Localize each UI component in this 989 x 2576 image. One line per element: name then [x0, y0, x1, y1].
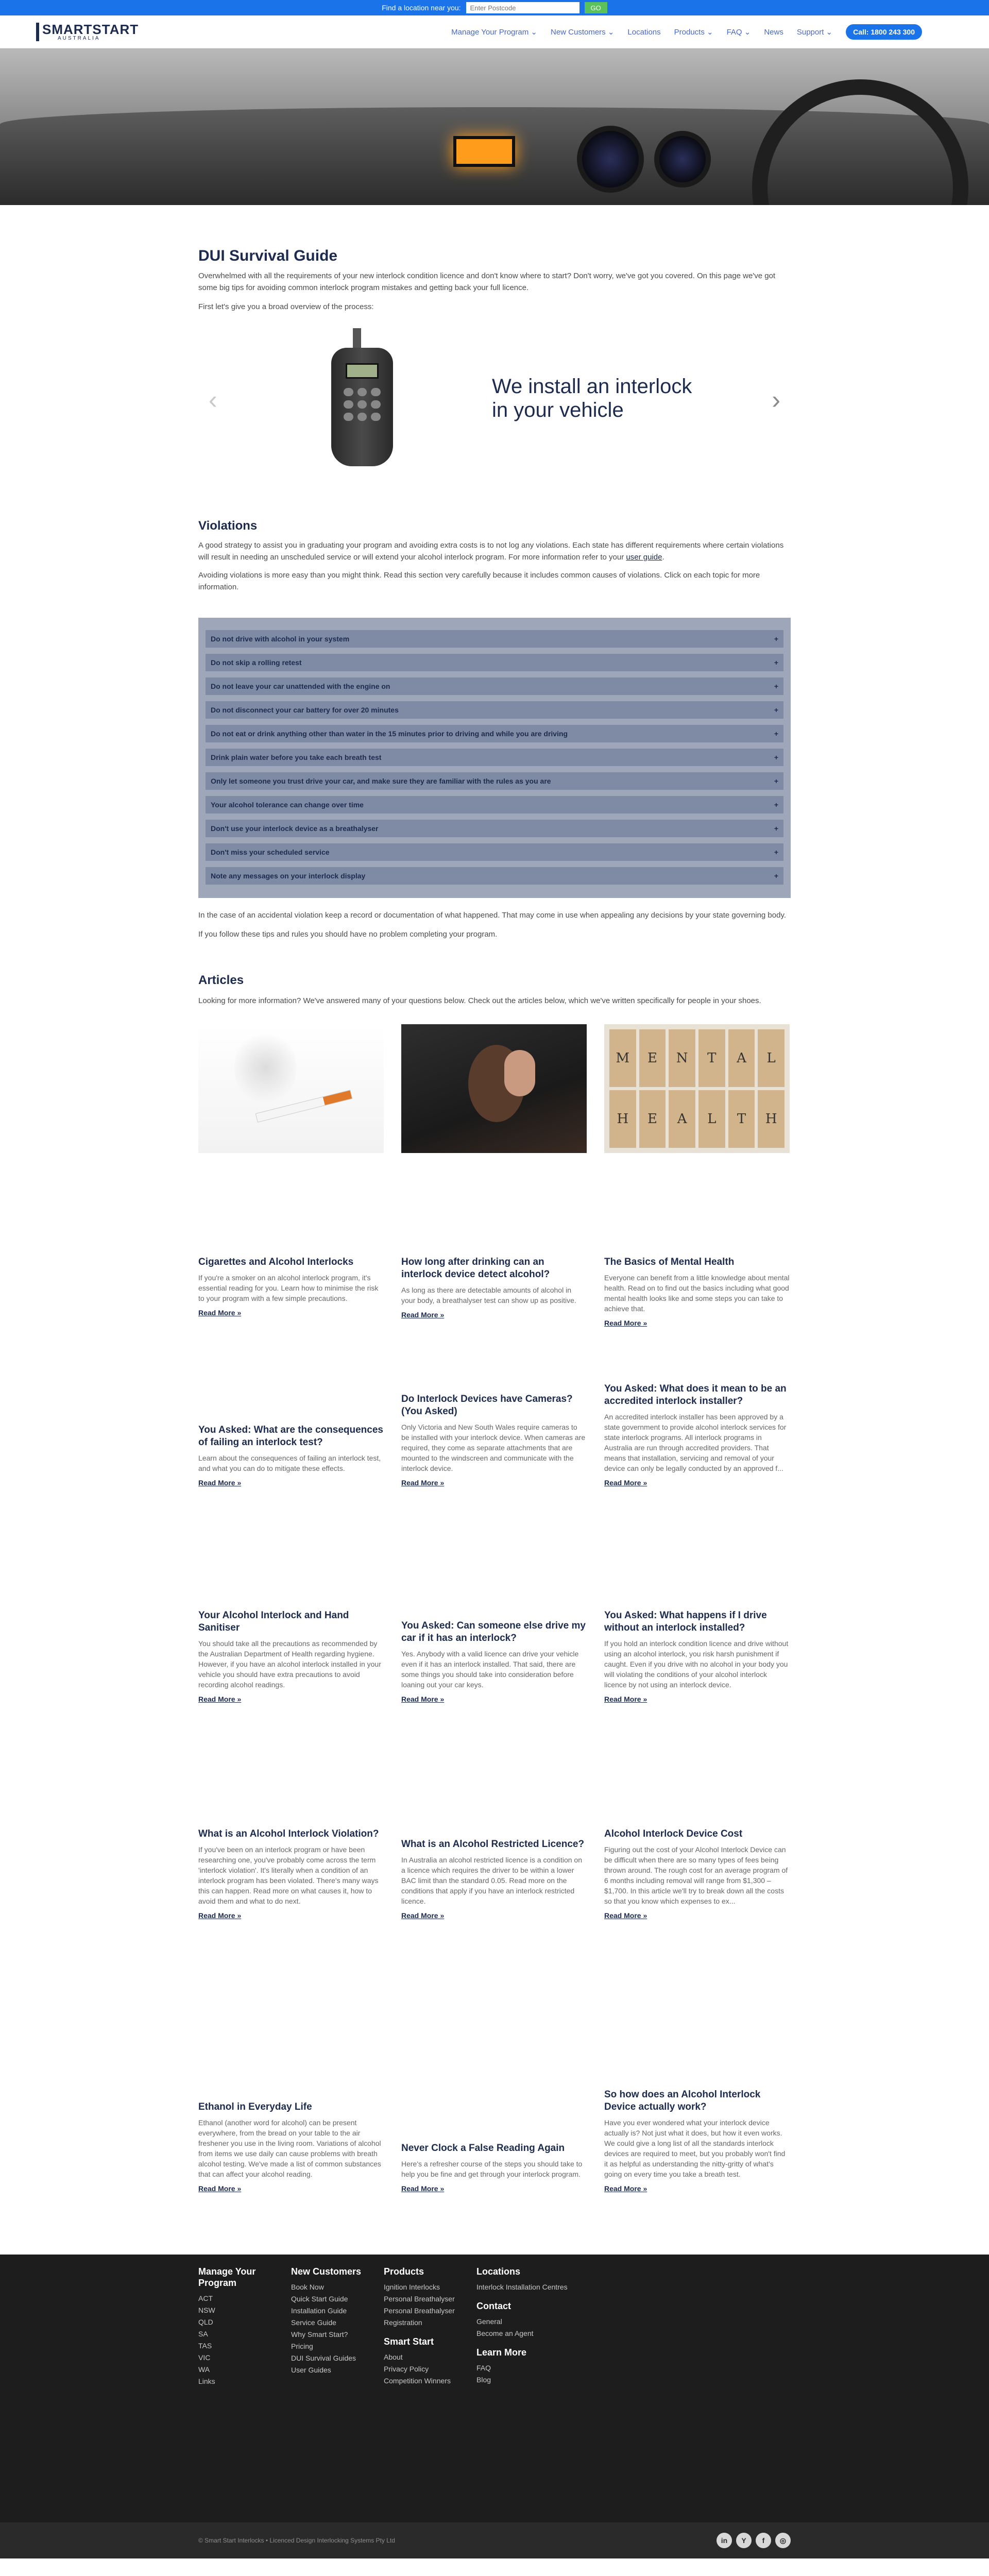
articles-heading: Articles	[198, 973, 244, 987]
nav-manage-your-program[interactable]: Manage Your Program ⌄	[451, 28, 537, 37]
nav-new-customers[interactable]: New Customers ⌄	[550, 28, 615, 37]
read-more-link[interactable]: Read More »	[198, 1479, 242, 1487]
footer-link[interactable]: ACT	[198, 2294, 213, 2302]
letter-block: L	[698, 1090, 725, 1148]
cigarette-image[interactable]	[198, 1024, 384, 1153]
article-card	[401, 1327, 587, 1544]
article-title[interactable]: Do Interlock Devices have Cameras? (You Asked)	[401, 1394, 573, 1417]
accordion-item[interactable]: Note any messages on your interlock display +	[206, 867, 783, 885]
plus-icon: +	[774, 801, 778, 809]
articles-section	[198, 973, 791, 2193]
footer-col-locations	[476, 2266, 569, 2387]
steering-wheel	[752, 79, 968, 205]
read-more-link[interactable]: Read More »	[604, 1911, 647, 1920]
footer-link[interactable]: Why Smart Start?	[291, 2330, 348, 2338]
read-more-link[interactable]: Read More »	[604, 1479, 647, 1487]
plus-icon: +	[774, 706, 778, 714]
letter-block: E	[639, 1029, 666, 1087]
footer-link[interactable]: Quick Start Guide	[291, 2295, 348, 2303]
footer-heading[interactable]: Contact	[476, 2301, 511, 2311]
logo[interactable]	[36, 23, 139, 41]
logo-sub-text: AUSTRALIA	[58, 35, 100, 41]
read-more-link[interactable]: Read More »	[401, 1695, 445, 1703]
footer-heading[interactable]: Manage Your Program	[198, 2266, 256, 2288]
location-finder-bar	[0, 0, 989, 15]
violations-heading: Violations	[198, 519, 258, 533]
footer-link[interactable]: Personal Breathalyser	[384, 2295, 455, 2303]
article-card	[401, 1976, 587, 2193]
violations-section	[198, 519, 791, 940]
accordion-item[interactable]: Do not drive with alcohol in your system +	[206, 630, 783, 648]
read-more-link[interactable]: Read More »	[401, 1311, 445, 1319]
footer-link[interactable]: General	[476, 2317, 502, 2326]
footer-link[interactable]: NSW	[198, 2306, 215, 2314]
article-excerpt: If you hold an interlock condition licence and drive without using an alcohol interlock, you risk harsh punishment if caught. Even if you drive with no alcohol in your body you will violating the conditions of your alcohol interlock licence by not using an interlock device.	[604, 1639, 789, 1689]
articles-lead: Looking for more information? We've answered many of your questions below. Check out the articles below, which we've written specifically for people in your shoes.	[198, 996, 761, 1005]
accordion-item[interactable]: Do not skip a rolling retest +	[206, 654, 783, 671]
footer-heading[interactable]: New Customers	[291, 2266, 362, 2277]
footer-link[interactable]: Become an Agent	[476, 2329, 534, 2337]
article-card	[401, 1760, 587, 1976]
footer-link[interactable]: Installation Guide	[291, 2307, 347, 2315]
nav-news[interactable]: News	[764, 27, 783, 37]
article-card	[198, 1760, 384, 1976]
article-card	[604, 1760, 790, 1976]
footer-col-manage	[198, 2266, 291, 2387]
linkedin-icon[interactable]: in	[717, 2533, 732, 2548]
accordion-item[interactable]: Do not eat or drink anything other than water in the 15 minutes prior to driving and while you are driving +	[206, 725, 783, 742]
letter-block: H	[609, 1090, 636, 1148]
main-nav	[451, 15, 922, 48]
footer-link[interactable]: FAQ	[476, 2364, 491, 2372]
read-more-link[interactable]: Read More »	[198, 1309, 242, 1317]
plus-icon: +	[774, 777, 778, 785]
footer-col-new-customers	[291, 2266, 384, 2387]
footer-link[interactable]: Service Guide	[291, 2318, 336, 2327]
article-card	[198, 1544, 384, 1760]
article-row	[198, 1024, 791, 1327]
intro-paragraph: Overwhelmed with all the requirements of your new interlock condition licence and don't know where to start? Don't worry, we've got you covered. On this page we've got some big tips for avoiding common interlock program mistakes and getting back your full licence.	[198, 272, 776, 292]
article-title[interactable]: Your Alcohol Interlock and Hand Sanitiser	[198, 1610, 349, 1633]
plus-icon: +	[774, 730, 778, 738]
article-excerpt: Yes. Anybody with a valid licence can drive your vehicle even if it has an interlock installed. That said, there are some things you should take into consideration before loaning out your car keys.	[401, 1650, 579, 1689]
article-title[interactable]: You Asked: What does it mean to be an accredited interlock installer?	[604, 1383, 787, 1406]
letter-block: A	[669, 1090, 695, 1148]
overview-lead: First let's give you a broad overview of the process:	[198, 302, 374, 311]
footer-link[interactable]: VIC	[198, 2353, 211, 2362]
copyright-text: © Smart Start Interlocks • Licenced Design Interlocking Systems Pty Ltd	[198, 2537, 395, 2544]
go-button[interactable]: GO	[585, 2, 607, 13]
footer-link[interactable]: Competition Winners	[384, 2377, 451, 2385]
article-excerpt: Learn about the consequences of failing an interlock test, and what you can do to mitigate these effects.	[198, 1454, 381, 1472]
site-footer	[0, 2255, 989, 2558]
article-card	[604, 1544, 790, 1760]
article-excerpt: Figuring out the cost of your Alcohol Interlock Device can be difficult when there are so many types of fees being thrown around. The rough cost for an average program of 6 months including removal will range from $1,300 – $1,700. In this article we'll try to break down all the costs so that you know which expenses to ex...	[604, 1845, 788, 1905]
accordion-item[interactable]: Don't use your interlock device as a breathalyser +	[206, 820, 783, 837]
article-excerpt: As long as there are detectable amounts of alcohol in your body, a breathalyser test can show up as positive.	[401, 1286, 576, 1304]
footer-heading[interactable]: Locations	[476, 2266, 521, 2277]
article-title[interactable]: Cigarettes and Alcohol Interlocks	[198, 1257, 354, 1267]
read-more-link[interactable]: Read More »	[604, 1319, 647, 1327]
dash-display	[453, 136, 515, 167]
plus-icon: +	[774, 872, 778, 880]
footer-link[interactable]: Interlock Installation Centres	[476, 2283, 568, 2291]
article-excerpt: You should take all the precautions as recommended by the Australian Department of Health regarding hygiene. However, if you have an alcohol interlock installed in your vehicle you should have extra precautions to avoid recording alcohol readings.	[198, 1639, 381, 1689]
footer-link[interactable]: Personal Breathalyser Registration	[384, 2307, 455, 2327]
article-row	[198, 1976, 791, 2193]
plus-icon: +	[774, 658, 778, 667]
article-card	[604, 1976, 790, 2193]
mental-health-blocks-image[interactable]	[604, 1024, 790, 1153]
article-excerpt: If you're a smoker on an alcohol interlock program, it's essential reading for you. Learn how to minimise the risk to your program with a few simple precautions.	[198, 1274, 379, 1302]
plus-icon: +	[774, 753, 778, 761]
article-title[interactable]: Ethanol in Everyday Life	[198, 2102, 312, 2112]
footer-link[interactable]: QLD	[198, 2318, 213, 2326]
article-excerpt: Here's a refresher course of the steps you should take to help you be fine and get through your interlock program.	[401, 2160, 583, 2178]
letter-block: T	[728, 1090, 755, 1148]
article-card	[198, 1024, 384, 1327]
read-more-link[interactable]: Read More »	[604, 1695, 647, 1703]
article-title[interactable]: Never Clock a False Reading Again	[401, 2143, 565, 2154]
footer-heading[interactable]: Products	[384, 2266, 424, 2277]
slide-caption: We install an interlock in your vehicle	[492, 375, 692, 421]
footer-link[interactable]: Book Now	[291, 2283, 324, 2291]
letter-block: M	[609, 1029, 636, 1087]
article-card	[604, 1327, 790, 1544]
article-card	[604, 1024, 790, 1327]
violation-record-note: In the case of an accidental violation keep a record or documentation of what happened. That may come in use when appealing any decisions by your state governing body.	[198, 911, 786, 920]
article-title[interactable]: So how does an Alcohol Interlock Device actually work?	[604, 2089, 761, 2112]
article-excerpt: In Australia an alcohol restricted licence is a condition on a licence which requires the driver to be within a lower BAC limit than the standard 0.05. Read more on the conditions that apply if you have an interlock restricted licence.	[401, 1856, 582, 1905]
article-title[interactable]: Alcohol Interlock Device Cost	[604, 1828, 743, 1839]
article-title[interactable]: You Asked: What happens if I drive without an interlock installed?	[604, 1610, 767, 1633]
footer-link[interactable]: Pricing	[291, 2342, 313, 2350]
letter-block: H	[758, 1090, 785, 1148]
plus-icon: +	[774, 848, 778, 856]
read-more-link[interactable]: Read More »	[198, 2184, 242, 2193]
read-more-link[interactable]: Read More »	[401, 1479, 445, 1487]
article-excerpt: If you've been on an interlock program or have been researching one, you've probably come across the term 'interlock violation'. It's literally when a condition of an interlock program has been violated. There's many ways this can happen. Read more on what causes it, how to avoid them and what to do next.	[198, 1845, 379, 1905]
process-slider	[198, 323, 791, 488]
interlock-device-image	[331, 328, 393, 467]
footer-link[interactable]: Ignition Interlocks	[384, 2283, 440, 2291]
article-title[interactable]: The Basics of Mental Health	[604, 1257, 735, 1267]
article-excerpt: Everyone can benefit from a little knowledge about mental health. Read on to find out the basics including what good mental health looks like and some steps you can take to achieve that.	[604, 1274, 790, 1313]
read-more-link[interactable]: Read More »	[198, 1695, 242, 1703]
postcode-input[interactable]	[466, 2, 579, 13]
footer-link[interactable]: WA	[198, 2365, 210, 2374]
accordion-item[interactable]: Don't miss your scheduled service +	[206, 843, 783, 861]
plus-icon: +	[774, 682, 778, 690]
footer-heading[interactable]: Smart Start	[384, 2336, 434, 2347]
intro	[198, 270, 791, 313]
article-title[interactable]: What is an Alcohol Restricted Licence?	[401, 1839, 585, 1850]
letter-block: T	[698, 1029, 725, 1087]
woman-image[interactable]	[401, 1024, 587, 1153]
slider-prev-icon[interactable]: ‹	[209, 385, 217, 414]
footer-link[interactable]: TAS	[198, 2342, 212, 2350]
page-title: DUI Survival Guide	[198, 247, 338, 264]
article-title[interactable]: You Asked: Can someone else drive my car if it has an interlock?	[401, 1620, 586, 1643]
article-excerpt: An accredited interlock installer has been approved by a state government to provide alcohol interlock services for state interlock programs. All interlock programs in Australia are run through accredited providers. That means that installation, servicing and removal of your device can only be legally conducted by an approved f...	[604, 1413, 787, 1472]
nav-locations[interactable]: Locations	[627, 27, 661, 37]
plus-icon: +	[774, 824, 778, 833]
youtube-icon[interactable]: Y	[736, 2533, 752, 2548]
nav-support[interactable]: Support ⌄	[796, 28, 833, 37]
footer-link[interactable]: SA	[198, 2330, 208, 2338]
footer-heading[interactable]: Learn More	[476, 2347, 527, 2358]
social-links	[717, 2533, 791, 2548]
read-more-link[interactable]: Read More »	[198, 1911, 242, 1920]
location-prompt: Find a location near you:	[382, 4, 461, 12]
letter-block: E	[639, 1090, 666, 1148]
article-excerpt: Only Victoria and New South Wales require cameras to be installed with your interlock device. When cameras are required, they come as separate attachments that are mounted to the windscreen and communicate with the interlock device.	[401, 1423, 586, 1472]
nav-products[interactable]: Products ⌄	[674, 28, 713, 37]
logo-main-text: SMARTSTART	[42, 21, 139, 37]
footer-link[interactable]: Blog	[476, 2376, 491, 2384]
footer-bottom-bar	[0, 2522, 989, 2558]
accordion-item[interactable]: Only let someone you trust drive your car, and make sure they are familiar with the rules as you are +	[206, 772, 783, 790]
user-guide-link[interactable]: user guide	[626, 553, 662, 562]
plus-icon: +	[774, 635, 778, 643]
read-more-link[interactable]: Read More »	[401, 2184, 445, 2193]
article-card	[198, 1976, 384, 2193]
site-header	[0, 15, 989, 48]
tachometer-gauge	[654, 131, 711, 188]
facebook-icon[interactable]: f	[756, 2533, 771, 2548]
article-card	[198, 1327, 384, 1544]
read-more-link[interactable]: Read More »	[401, 1911, 445, 1920]
violations-accordion	[198, 618, 791, 898]
logo-mark	[36, 23, 39, 41]
accordion-item[interactable]: Your alcohol tolerance can change over time +	[206, 796, 783, 814]
violations-paragraph-2: Avoiding violations is more easy than you might think. Read this section very carefully because it includes common causes of violations. Click on each topic for more information.	[198, 571, 760, 591]
article-card	[401, 1544, 587, 1760]
read-more-link[interactable]: Read More »	[604, 2184, 647, 2193]
footer-col-products	[384, 2266, 476, 2387]
accordion-item[interactable]: Do not disconnect your car battery for over 20 minutes +	[206, 701, 783, 719]
hero-image	[0, 48, 989, 205]
slider-next-icon[interactable]: ›	[772, 385, 780, 414]
article-title[interactable]: You Asked: What are the consequences of failing an interlock test?	[198, 1425, 383, 1448]
article-title[interactable]: How long after drinking can an interlock device detect alcohol?	[401, 1257, 550, 1280]
letter-block: L	[758, 1029, 785, 1087]
speedometer-gauge	[577, 126, 644, 193]
violations-paragraph: A good strategy to assist you in graduating your program and avoiding extra costs is to not log any violations. Each state has different requirements where certain violations will result in needing an unscheduled service or will extend your alcohol interlock program. For more information refer to your user guide.	[198, 541, 784, 562]
footer-link[interactable]: Links	[198, 2377, 215, 2385]
accordion-item[interactable]: Drink plain water before you take each breath test +	[206, 749, 783, 766]
article-title[interactable]: What is an Alcohol Interlock Violation?	[198, 1828, 379, 1839]
violation-tips-note: If you follow these tips and rules you should have no problem completing your program.	[198, 930, 498, 939]
nav-faq[interactable]: FAQ ⌄	[726, 28, 751, 37]
call-button[interactable]: Call: 1800 243 300	[846, 24, 922, 40]
article-excerpt: Have you ever wondered what your interlock device actually is? Not just what it does, but how it even works. We could give a long list of all the standards interlock devices are required to meet, but you probably won't find it as helpful as understanding the nitty-gritty of what's going on every time you take a breath test.	[604, 2119, 786, 2178]
footer-link[interactable]: DUI Survival Guides	[291, 2354, 356, 2362]
accordion-item[interactable]: Do not leave your car unattended with the engine on +	[206, 677, 783, 695]
article-row	[198, 1544, 791, 1760]
letter-block: A	[728, 1029, 755, 1087]
article-row	[198, 1760, 791, 1976]
article-excerpt: Ethanol (another word for alcohol) can be present everywhere, from the bread on your table to the air freshener you use in the living room. Variations of alcohol from items we use daily can cause problems with breath alcohol testing. We've made a list of common substances that can affect your alcohol reading.	[198, 2119, 381, 2178]
article-row	[198, 1327, 791, 1544]
letter-block: N	[669, 1029, 695, 1087]
article-card	[401, 1024, 587, 1327]
footer-link[interactable]: Privacy Policy	[384, 2365, 429, 2373]
footer-link[interactable]: About	[384, 2353, 403, 2361]
footer-link[interactable]: User Guides	[291, 2366, 331, 2374]
instagram-icon[interactable]: ◎	[775, 2533, 791, 2548]
